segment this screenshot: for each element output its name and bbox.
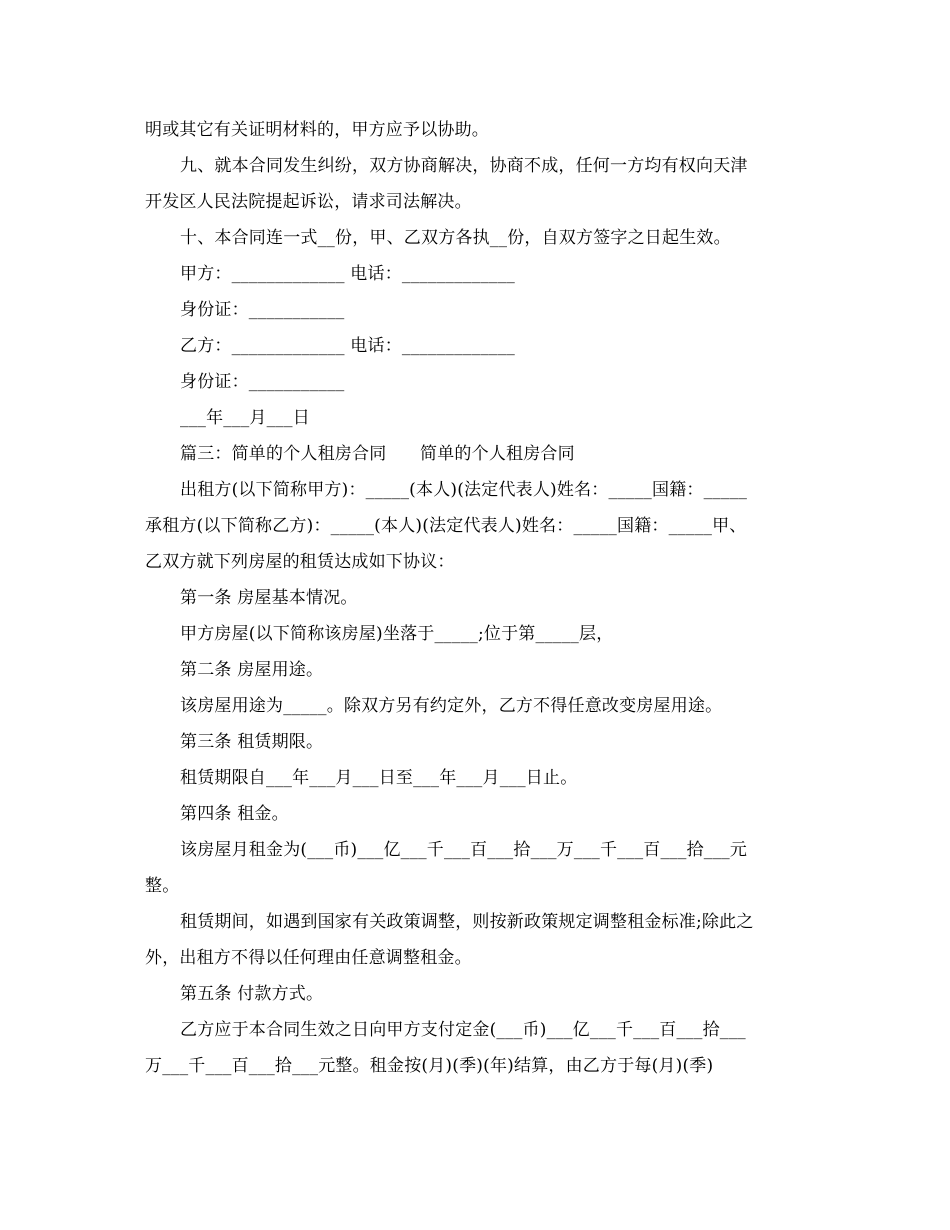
article-heading: 第二条 房屋用途。	[180, 660, 324, 680]
text-line: 租赁期间，如遇到国家有关政策调整，则按新政策规定调整租金标准;除此之	[180, 912, 754, 932]
clause-nine: 九、就本合同发生纠纷，双方协商解决，协商不成，任何一方均有权向天津	[180, 156, 748, 176]
text-line: 整。	[145, 876, 180, 896]
article-heading: 第五条 付款方式。	[180, 984, 324, 1004]
text-line: 甲方房屋(以下简称该房屋)坐落于_____;位于第_____层，	[180, 624, 614, 644]
article-heading: 第四条 租金。	[180, 804, 289, 824]
party-a-signature-line: 甲方：_____________ 电话：_____________	[180, 264, 516, 284]
text-line: 该房屋月租金为(___币)___亿___千___百___拾___万___千___百___拾___元	[180, 840, 748, 860]
text-line: 乙方应于本合同生效之日向甲方支付定金(___币)___亿___千___百___拾___	[180, 1020, 746, 1040]
text-line: 明或其它有关证明材料的，甲方应予以协助。	[145, 120, 489, 140]
text-line: 租赁期限自___年___月___日至___年___月___日止。	[180, 768, 578, 788]
text-line: 开发区人民法院提起诉讼，请求司法解决。	[145, 192, 472, 212]
text-line: 乙双方就下列房屋的租赁达成如下协议：	[145, 552, 455, 572]
clause-ten: 十、本合同连一式__份，甲、乙双方各执__份，自双方签字之日起生效。	[180, 228, 731, 248]
party-b-signature-line: 乙方：_____________ 电话：_____________	[180, 336, 516, 356]
text-line: 万___千___百___拾___元整。租金按(月)(季)(年)结算，由乙方于每(月)(季)	[145, 1056, 714, 1076]
lessor-line: 出租方(以下简称甲方)：_____(本人)(法定代表人)姓名：_____国籍：_____	[180, 480, 748, 500]
party-a-id-line: 身份证：___________	[180, 300, 345, 320]
text-line: 该房屋用途为_____。除双方另有约定外，乙方不得任意改变房屋用途。	[180, 696, 723, 716]
article-heading: 第一条 房屋基本情况。	[180, 588, 358, 608]
section-title: 篇三：简单的个人租房合同 简单的个人租房合同	[180, 444, 575, 464]
article-heading: 第三条 租赁期限。	[180, 732, 324, 752]
lessee-line: 承租方(以下简称乙方)：_____(本人)(法定代表人)姓名：_____国籍：_____甲、	[145, 516, 747, 536]
text-line: 外，出租方不得以任何理由任意调整租金。	[145, 948, 472, 968]
party-b-id-line: 身份证：___________	[180, 372, 345, 392]
date-line: ___年___月___日	[180, 408, 310, 428]
